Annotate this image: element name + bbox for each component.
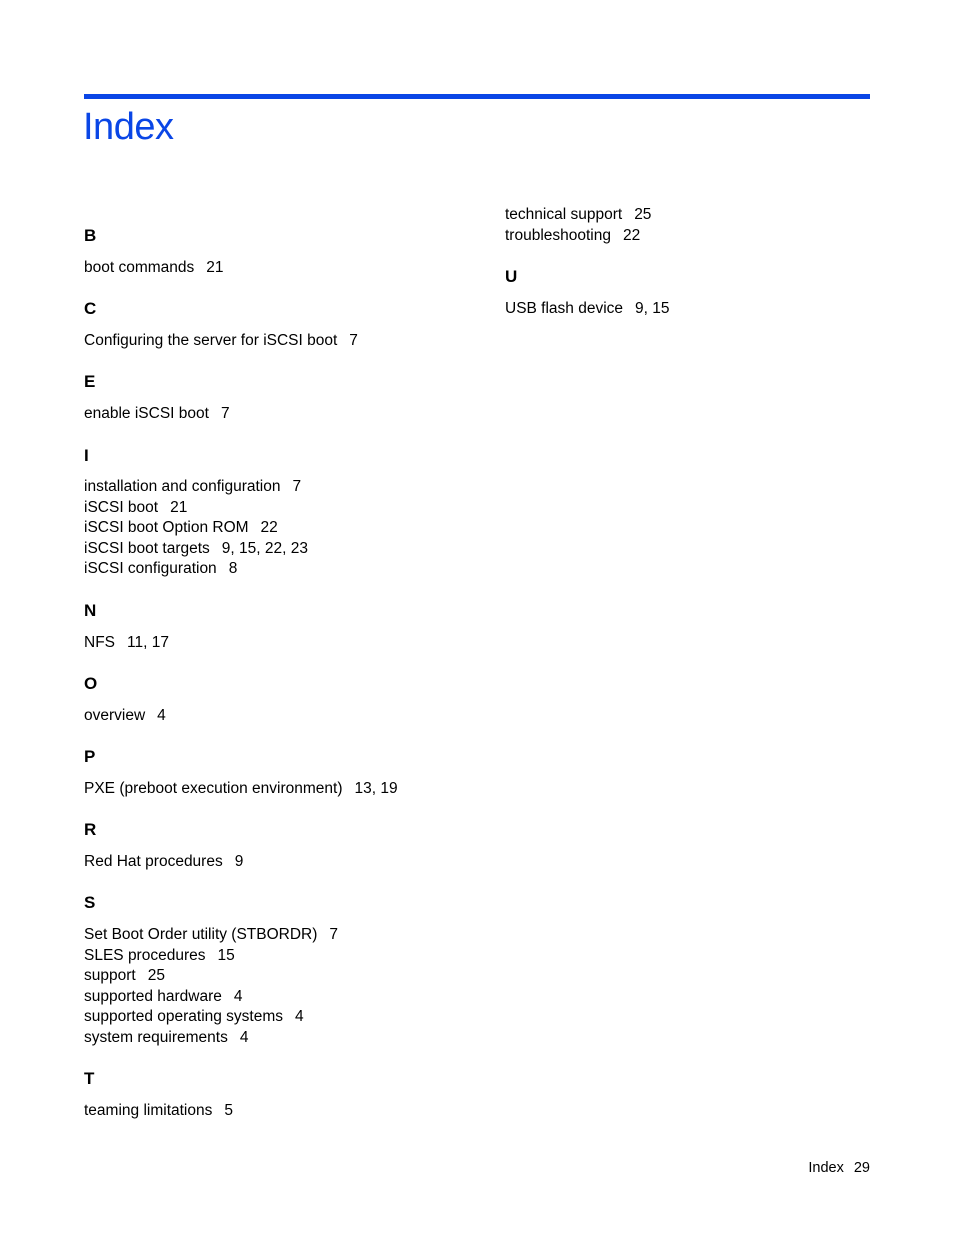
index-entry <box>84 925 338 945</box>
index-term: supported operating systems <box>84 1008 284 1025</box>
index-pages: 15 <box>217 947 235 964</box>
index-pages: 9, 15 <box>635 300 670 317</box>
index-pages: 9 <box>234 853 244 870</box>
footer-page-number: 29 <box>853 1160 870 1176</box>
index-term: teaming limitations <box>84 1102 213 1119</box>
index-pages: 22 <box>260 519 278 536</box>
index-entry <box>84 779 398 799</box>
index-entry <box>84 633 169 653</box>
index-term: Configuring the server for iSCSI boot <box>84 332 338 349</box>
index-entry <box>505 205 651 225</box>
index-pages: 4 <box>233 988 243 1005</box>
index-entry <box>84 852 243 872</box>
index-term: iSCSI boot targets <box>84 540 210 557</box>
index-term: overview <box>84 707 146 724</box>
index-term: system requirements <box>84 1029 228 1046</box>
index-letter-c: C <box>84 299 97 318</box>
index-term: installation and configuration <box>84 478 281 495</box>
index-entry <box>84 1028 248 1048</box>
index-entry <box>84 518 278 538</box>
index-letter-o: O <box>84 674 98 693</box>
index-entry <box>84 404 230 424</box>
index-term: Red Hat procedures <box>84 853 223 870</box>
index-pages: 25 <box>147 967 165 984</box>
index-letter-b: B <box>84 226 97 245</box>
index-pages: 21 <box>206 259 224 276</box>
index-pages: 25 <box>634 206 652 223</box>
index-entry <box>84 258 224 278</box>
index-entry <box>84 559 237 579</box>
title-rule <box>84 94 870 99</box>
index-letter-p: P <box>84 747 96 766</box>
index-entry <box>84 477 301 497</box>
index-entry <box>84 946 235 966</box>
index-entry <box>84 1007 304 1027</box>
index-entry <box>84 966 165 986</box>
index-term: Set Boot Order utility (STBORDR) <box>84 926 318 943</box>
index-term: supported hardware <box>84 988 222 1005</box>
page-title: Index <box>83 106 174 148</box>
index-term: SLES procedures <box>84 947 206 964</box>
index-term: iSCSI boot Option ROM <box>84 519 249 536</box>
index-letter-s: S <box>84 893 96 912</box>
index-term: iSCSI boot <box>84 499 159 516</box>
index-term: USB flash device <box>505 300 624 317</box>
index-pages: 7 <box>220 405 230 422</box>
index-pages: 5 <box>224 1102 233 1119</box>
index-entry <box>84 539 308 559</box>
index-pages: 22 <box>623 227 641 244</box>
index-entry <box>84 706 166 726</box>
index-pages: 4 <box>157 707 166 724</box>
index-entry <box>84 987 243 1007</box>
page-footer <box>808 1158 870 1178</box>
index-term: boot commands <box>84 259 195 276</box>
index-pages: 7 <box>349 332 358 349</box>
index-term: PXE (preboot execution environment) <box>84 780 343 797</box>
index-letter-u: U <box>505 267 518 286</box>
index-letter-n: N <box>84 601 97 620</box>
index-pages: 4 <box>295 1008 304 1025</box>
index-term: NFS <box>84 634 115 651</box>
index-term: enable iSCSI boot <box>84 405 209 422</box>
index-term: support <box>84 967 136 984</box>
index-entry <box>505 226 640 246</box>
index-letter-t: T <box>84 1069 95 1088</box>
index-pages: 11, 17 <box>127 634 169 651</box>
index-pages: 4 <box>239 1029 249 1046</box>
index-pages: 7 <box>329 926 339 943</box>
index-entry <box>84 498 187 518</box>
footer-section: Index <box>808 1160 844 1176</box>
index-entry <box>84 331 358 351</box>
index-term: technical support <box>505 206 623 223</box>
index-term: troubleshooting <box>505 227 611 244</box>
index-letter-r: R <box>84 820 97 839</box>
index-term: iSCSI configuration <box>84 560 217 577</box>
index-entry <box>505 299 670 319</box>
index-entry <box>84 1101 233 1121</box>
index-pages: 7 <box>292 478 302 495</box>
index-letter-i: I <box>84 446 89 465</box>
index-pages: 8 <box>228 560 238 577</box>
index-pages: 13, 19 <box>354 780 398 797</box>
index-letter-e: E <box>84 372 96 391</box>
index-pages: 21 <box>170 499 188 516</box>
index-pages: 9, 15, 22, 23 <box>221 540 308 557</box>
